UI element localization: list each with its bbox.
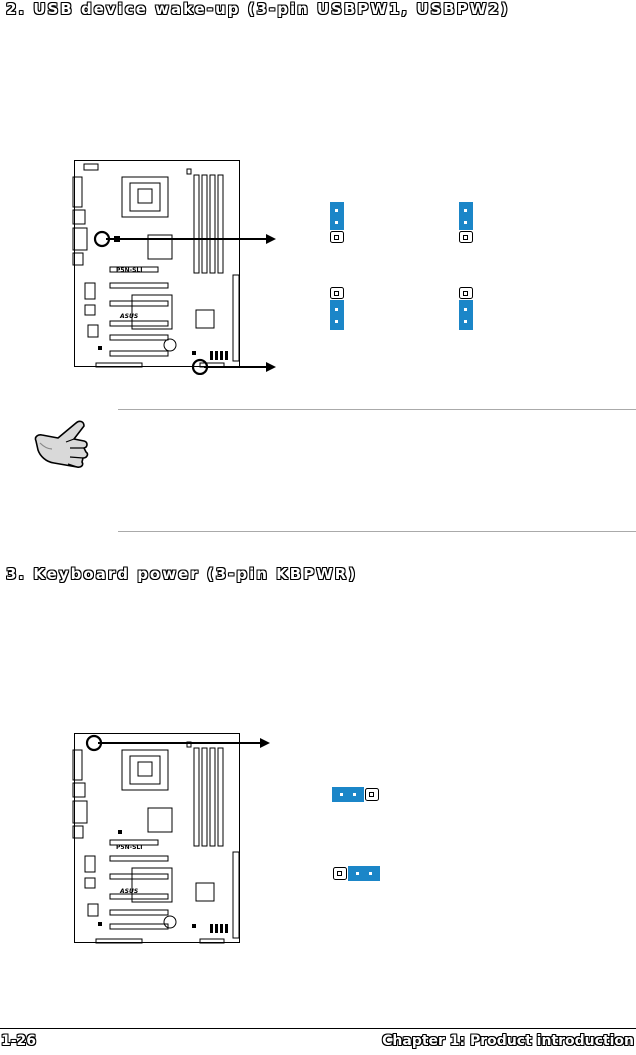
usbpw-jumper-1-2-b [459, 202, 473, 243]
chapter-title: Chapter 1: Product introduction [382, 1033, 634, 1049]
kbpwr-jumper-settings [328, 784, 388, 888]
note-top-rule [118, 409, 636, 410]
section-3-heading: 3. Keyboard power (3-pin KBPWR) [6, 565, 358, 583]
usbpw-jumper-1-2-a [330, 202, 344, 243]
usbpw-jumper-settings [325, 198, 485, 338]
motherboard-layout-kbpwr [70, 728, 280, 948]
board-model-label: P5N-SLI [116, 267, 143, 274]
usbpw-jumper-2-3-a [330, 288, 344, 331]
usbpw-jumper-2-3-b [459, 288, 473, 331]
note-bottom-rule [118, 531, 636, 532]
kbpwr-jumper-1-2 [332, 787, 379, 802]
board-brand-label: ASUS [120, 313, 139, 320]
pointing-hand-icon [30, 417, 96, 471]
board-model-label-2: P5N-SLI [116, 844, 143, 851]
motherboard-layout-usbpw [70, 155, 280, 375]
board-brand-label-2: ASUS [120, 888, 139, 895]
section-2-heading: 2. USB device wake-up (3-pin USBPW1, USBPW2) [6, 0, 510, 18]
kbpwr-jumper-2-3 [334, 866, 381, 881]
page-number: 1-26 [1, 1033, 37, 1049]
footer-rule [0, 1028, 636, 1029]
